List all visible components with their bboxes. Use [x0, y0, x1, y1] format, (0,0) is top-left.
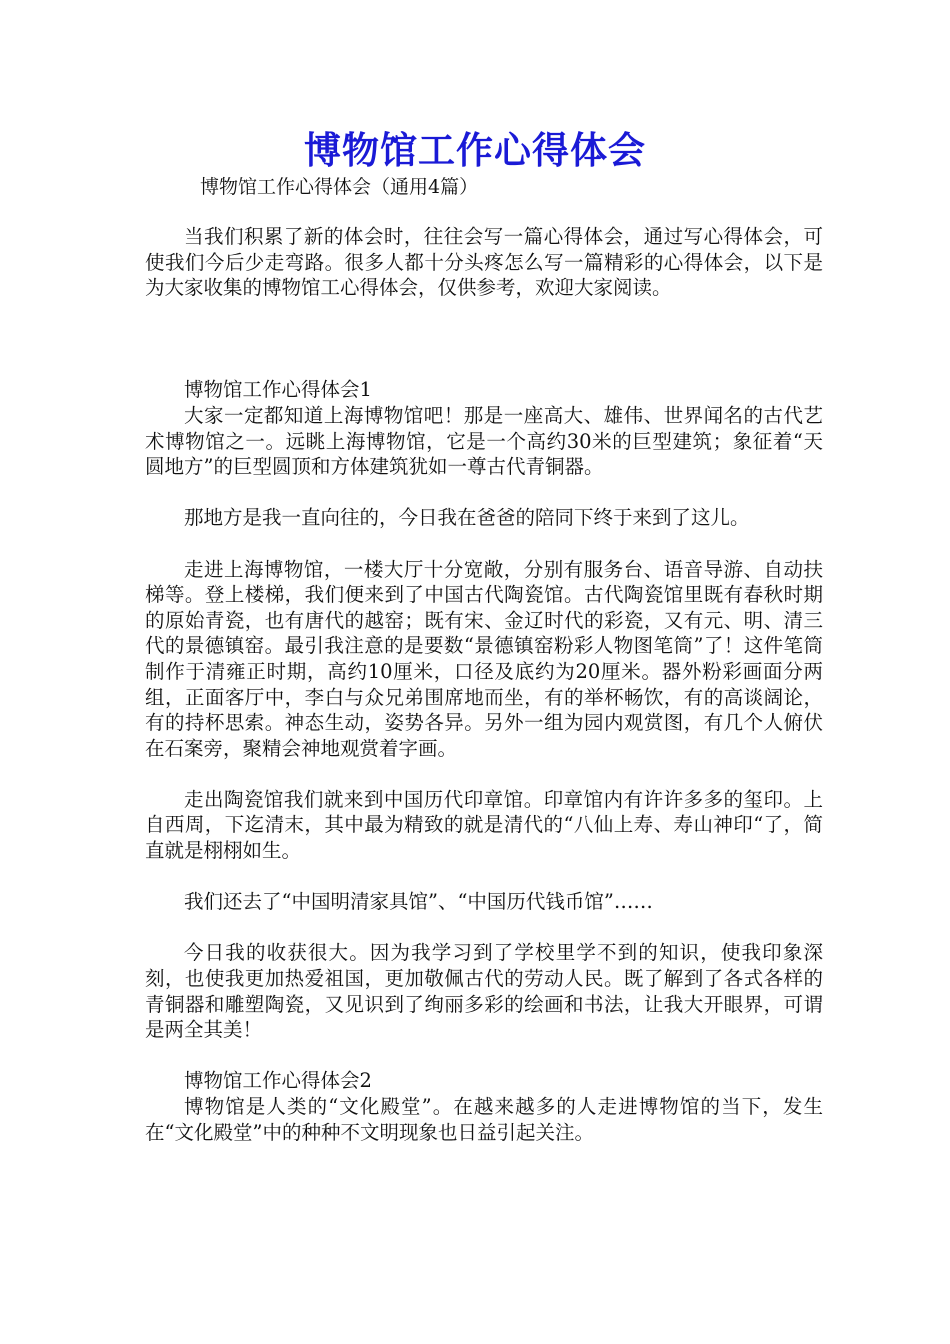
body-paragraph: 那地方是我一直向往的，今日我在爸爸的陪同下终于来到了这儿。	[184, 506, 750, 530]
section-heading: 博物馆工作心得体会2	[184, 1069, 372, 1093]
body-paragraph: 今日我的收获很大。因为我学习到了学校里学不到的知识，使我印象深刻，也使我更加热爱祖国，更加敬佩古代的劳动人民。既了解到了各式各样的青铜器和雕塑陶瓷，又见识到了绚丽多彩的绘画和书法，让我大开眼界，可谓是两全其美！	[145, 941, 823, 1042]
body-paragraph: 博物馆是人类的“文化殿堂”。在越来越多的人走进博物馆的当下，发生在“文化殿堂”中的种种不文明现象也日益引起关注。	[145, 1095, 823, 1144]
body-paragraph: 走进上海博物馆，一楼大厅十分宽敞，分别有服务台、语音导游、自动扶梯等。登上楼梯，我们便来到了中国古代陶瓷馆。古代陶瓷馆里既有春秋时期的原始青瓷，也有唐代的越窑；既有宋、金辽时代的彩瓷，又有元、明、清三代的景德镇窑。最引我注意的是要数“景德镇窑粉彩人物图笔筒”了！这件笔筒制作于清雍正时期，高约10厘米，口径及底约为20厘米。器外粉彩画面分两组，正面客厅中，李白与众兄弟围席地而坐，有的举杯畅饮，有的高谈阔论，有的持杯思索。神态生动，姿势各异。另外一组为园内观赏图，有几个人俯伏在石案旁，聚精会神地观赏着字画。	[145, 557, 823, 760]
body-paragraph: 我们还去了“中国明清家具馆”、“中国历代钱币馆”……	[184, 890, 653, 914]
intro-paragraph: 当我们积累了新的体会时，往往会写一篇心得体会，通过写心得体会，可使我们今后少走弯路。很多人都十分头疼怎么写一篇精彩的心得体会，以下是为大家收集的博物馆工心得体会，仅供参考，欢迎大家阅读。	[145, 225, 823, 300]
section-heading: 博物馆工作心得体会1	[184, 378, 372, 402]
body-paragraph: 大家一定都知道上海博物馆吧！那是一座高大、雄伟、世界闻名的古代艺术博物馆之一。远眺上海博物馆，它是一个高约30米的巨型建筑；象征着“天圆地方”的巨型圆顶和方体建筑犹如一尊古代青铜器。	[145, 403, 823, 479]
body-paragraph: 走出陶瓷馆我们就来到中国历代印章馆。印章馆内有许许多多的玺印。上自西周，下迄清末，其中最为精致的就是清代的“八仙上寿、寿山神印“了，简直就是栩栩如生。	[145, 787, 823, 863]
document-body	[145, 224, 823, 1145]
page-title: 博物馆工作心得体会	[304, 128, 646, 172]
document-subtitle: 博物馆工作心得体会（通用4篇）	[200, 176, 479, 198]
